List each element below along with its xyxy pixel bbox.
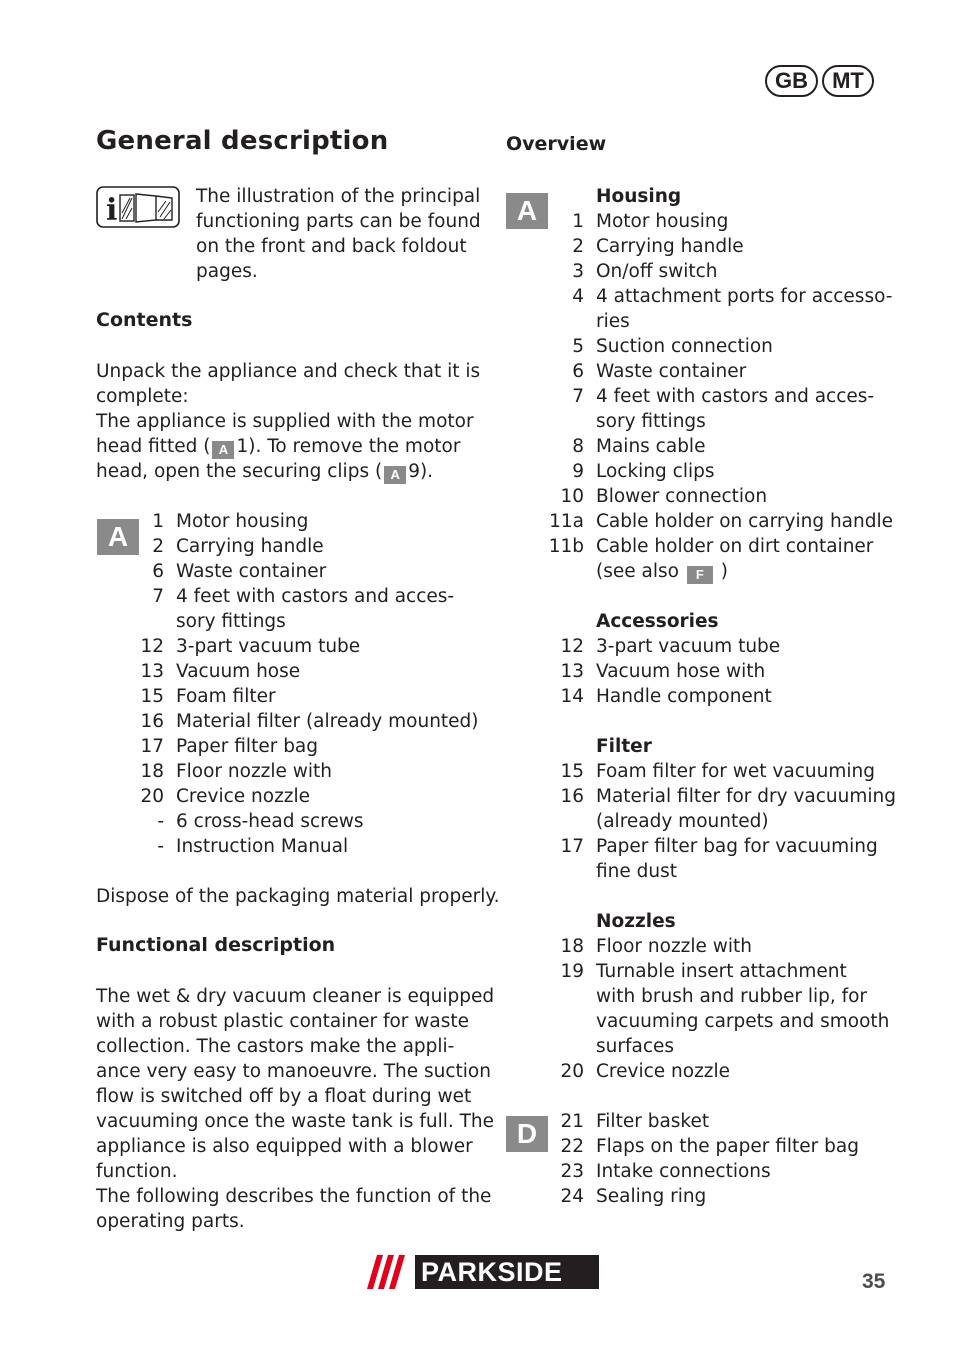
overview-list — [506, 184, 896, 1209]
list-item: 9 Locking clips — [572, 461, 715, 482]
dispose-text: Dispose of the packaging material properly. — [96, 886, 500, 907]
section-heading-accessories: Accessories — [596, 611, 719, 632]
list-item: (already mounted) — [596, 811, 769, 832]
figure-badge-d: D — [506, 1116, 548, 1152]
list-item: 21 Filter basket — [560, 1111, 710, 1132]
functional-text — [96, 984, 494, 1234]
list-item: surfaces — [596, 1036, 675, 1057]
list-item: 22 Flaps on the paper filter bag — [560, 1136, 859, 1157]
page-number: 35 — [862, 1270, 886, 1293]
list-item: 2 Carrying handle — [152, 536, 324, 557]
paragraph-line: collection. The castors make the appli- — [96, 1036, 455, 1057]
figure-badge-a: A — [506, 193, 548, 229]
list-item: 23 Intake connections — [560, 1161, 771, 1182]
list-item: 12 3-part vacuum tube — [140, 636, 361, 657]
info-icon — [96, 186, 180, 228]
list-item: 20 Crevice nozzle — [140, 786, 311, 807]
intro-line: Unpack the appliance and check that it is — [96, 361, 481, 382]
intro-line: The appliance is supplied with the motor — [96, 411, 474, 432]
list-item: 1 Motor housing — [152, 511, 309, 532]
contents-list — [86, 509, 479, 859]
paragraph-line: The wet & dry vacuum cleaner is equipped — [96, 986, 495, 1007]
list-item: fine dust — [596, 861, 678, 882]
paragraph-line: with a robust plastic container for waste — [96, 1011, 470, 1032]
list-item: 2 Carrying handle — [572, 236, 744, 257]
info-line: pages. — [196, 261, 258, 282]
list-item: (see also F ) — [596, 561, 728, 582]
page-title: General description — [96, 126, 389, 156]
paragraph-line: appliance is also equipped with a blower — [96, 1136, 473, 1157]
functional-heading: Functional description — [96, 934, 336, 956]
logo-stripes-icon — [363, 1255, 415, 1289]
list-item: 16 Material filter for dry vacuuming — [560, 786, 896, 807]
list-item: 18 Floor nozzle with — [140, 761, 333, 782]
list-item: 6 Waste container — [152, 561, 327, 582]
list-item: 12 3-part vacuum tube — [560, 636, 781, 657]
list-item: 16 Material filter (already mounted) — [140, 711, 479, 732]
section-heading-housing: Housing — [596, 186, 682, 207]
list-item: 24 Sealing ring — [560, 1186, 707, 1207]
paragraph-line: ance very easy to manoeuvre. The suction — [96, 1061, 491, 1082]
info-line: on the front and back foldout — [196, 236, 467, 257]
contents-heading: Contents — [96, 309, 193, 331]
list-item: 15 Foam filter — [140, 686, 276, 707]
list-item: 7 4 feet with castors and acces- — [572, 386, 875, 407]
figure-badge-inline: F — [687, 566, 713, 584]
intro-line: complete: — [96, 386, 189, 407]
list-item: 3 On/off switch — [572, 261, 718, 282]
paragraph-line: vacuuming once the waste tank is full. The — [96, 1111, 495, 1132]
list-item: 11a Cable holder on carrying handle — [549, 511, 894, 532]
list-item: 14 Handle component — [560, 686, 772, 707]
language-badges — [765, 65, 874, 97]
section-heading-nozzles: Nozzles — [596, 911, 676, 932]
list-item: 20 Crevice nozzle — [560, 1061, 731, 1082]
list-item: 19 Turnable insert attachment — [560, 961, 847, 982]
paragraph-line: The following describes the function of the — [96, 1186, 492, 1207]
intro-line: head, open the securing clips ( A 9). — [96, 461, 434, 482]
list-item: 17 Paper filter bag — [140, 736, 319, 757]
parkside-logo — [363, 1255, 599, 1289]
list-item: ries — [596, 311, 630, 332]
info-line: The illustration of the principal — [196, 186, 481, 207]
intro-line: head fitted ( A 1). To remove the motor — [96, 436, 461, 457]
list-item: with brush and rubber lip, for — [596, 986, 868, 1007]
list-item: 13 Vacuum hose — [140, 661, 301, 682]
figure-badge-inline: A — [384, 466, 406, 484]
list-item: 1 Motor housing — [572, 211, 729, 232]
lang-badge-gb: GB — [765, 65, 818, 97]
list-item: - Instruction Manual — [157, 836, 349, 857]
list-item: 6 Waste container — [572, 361, 747, 382]
list-item: 8 Mains cable — [572, 436, 706, 457]
list-item: 10 Blower connection — [560, 486, 768, 507]
lang-badge-mt: MT — [822, 65, 874, 97]
paragraph-line: flow is switched off by a float during wet — [96, 1086, 472, 1107]
overview-heading: Overview — [506, 133, 607, 155]
info-text — [196, 184, 481, 284]
list-item: vacuuming carpets and smooth — [596, 1011, 890, 1032]
list-item: 18 Floor nozzle with — [560, 936, 753, 957]
paragraph-line: function. — [96, 1161, 178, 1182]
svg-text:i: i — [106, 193, 118, 228]
list-item: sory fittings — [176, 611, 286, 632]
contents-intro — [96, 359, 480, 484]
list-item: - 6 cross-head screws — [157, 811, 364, 832]
list-item: 15 Foam filter for wet vacuuming — [560, 761, 875, 782]
list-item: 5 Suction connection — [572, 336, 773, 357]
list-item: sory fittings — [596, 411, 706, 432]
list-item: 7 4 feet with castors and acces- — [152, 586, 455, 607]
list-item: 11b Cable holder on dirt container — [548, 536, 874, 557]
list-item: 17 Paper filter bag for vacuuming — [560, 836, 878, 857]
brand-name: PARKSIDE — [421, 1256, 563, 1287]
figure-badge-inline: A — [212, 441, 234, 459]
list-item: 4 4 attachment ports for accesso- — [572, 286, 893, 307]
section-heading-filter: Filter — [596, 736, 652, 757]
list-item: 13 Vacuum hose with — [560, 661, 766, 682]
figure-badge-a: A — [97, 519, 139, 555]
paragraph-line: operating parts. — [96, 1211, 245, 1232]
info-line: functioning parts can be found — [196, 211, 481, 232]
